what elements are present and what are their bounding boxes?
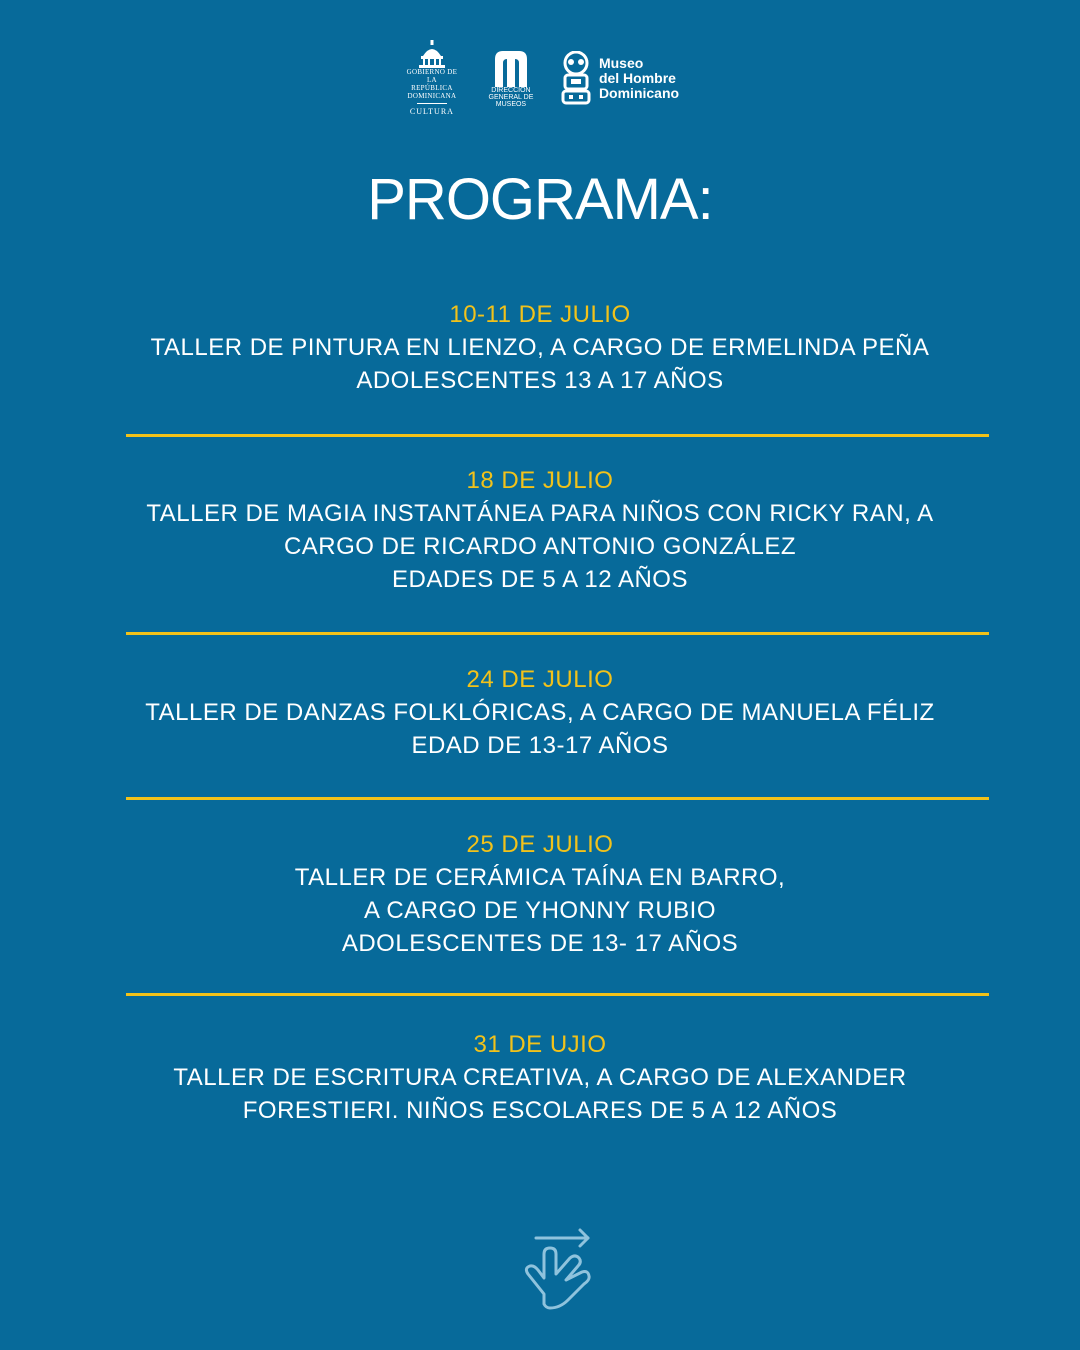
dgm-logo <box>485 49 537 108</box>
event-line: TALLER DE CERÁMICA TAÍNA EN BARRO, <box>294 864 786 891</box>
page-title: PROGRAMA: <box>367 167 713 232</box>
event-line: TALLER DE ESCRITURA CREATIVA, A CARGO DE ALEXANDER <box>173 1064 907 1091</box>
museo-line-1: Museo <box>598 54 644 71</box>
event-date: 24 DE JULIO <box>466 666 614 693</box>
taino-idol-icon <box>559 51 593 105</box>
gov-separator <box>417 103 447 104</box>
museos-m-icon <box>493 49 529 87</box>
gov-line-3: DOMINICANA <box>407 92 457 100</box>
event-line: FORESTIERI. NIÑOS ESCOLARES DE 5 A 12 AÑOS <box>242 1097 838 1124</box>
event-line: EDAD DE 13-17 AÑOS <box>411 732 669 759</box>
event-block <box>0 464 1080 596</box>
event-date: 31 DE UJIO <box>473 1031 607 1058</box>
dgm-line-2: GENERAL DE <box>488 93 534 101</box>
event-block <box>0 1028 1080 1127</box>
museo-line-2: del Hombre <box>598 69 676 86</box>
museo-line-3: Dominicano <box>598 84 680 101</box>
event-line: EDADES DE 5 A 12 AÑOS <box>392 566 688 593</box>
event-line: ADOLESCENTES DE 13- 17 AÑOS <box>341 930 739 957</box>
gov-line-2: REPÚBLICA <box>411 84 453 92</box>
gobierno-cultura-logo <box>401 40 463 116</box>
swipe-hand-icon[interactable] <box>520 1224 594 1318</box>
gov-cultura-label: CULTURA <box>409 107 454 116</box>
museo-hombre-dominicano-logo <box>559 51 679 105</box>
divider <box>126 797 989 800</box>
logo-bar <box>0 40 1080 116</box>
event-date: 18 DE JULIO <box>466 467 614 494</box>
event-date: 10-11 DE JULIO <box>449 301 631 328</box>
gov-line-1: GOBIERNO DE LA <box>406 68 458 84</box>
event-line: A CARGO DE YHONNY RUBIO <box>363 897 717 924</box>
event-block <box>0 828 1080 960</box>
capitol-icon <box>417 40 447 68</box>
event-date: 25 DE JULIO <box>466 831 614 858</box>
event-line: TALLER DE MAGIA INSTANTÁNEA PARA NIÑOS CON RICKY RAN, A <box>146 500 934 527</box>
dgm-line-1: DIRECCIÓN <box>491 86 531 94</box>
event-line: ADOLESCENTES 13 A 17 AÑOS <box>356 367 724 394</box>
event-line: TALLER DE PINTURA EN LIENZO, A CARGO DE ERMELINDA PEÑA <box>150 334 930 361</box>
divider <box>126 993 989 996</box>
divider <box>126 434 989 437</box>
event-line: CARGO DE RICARDO ANTONIO GONZÁLEZ <box>283 533 797 560</box>
event-block <box>0 298 1080 397</box>
dgm-line-3: MUSEOS <box>495 100 527 108</box>
event-block <box>0 663 1080 762</box>
event-line: TALLER DE DANZAS FOLKLÓRICAS, A CARGO DE MANUELA FÉLIZ <box>145 699 935 726</box>
divider <box>126 632 989 635</box>
